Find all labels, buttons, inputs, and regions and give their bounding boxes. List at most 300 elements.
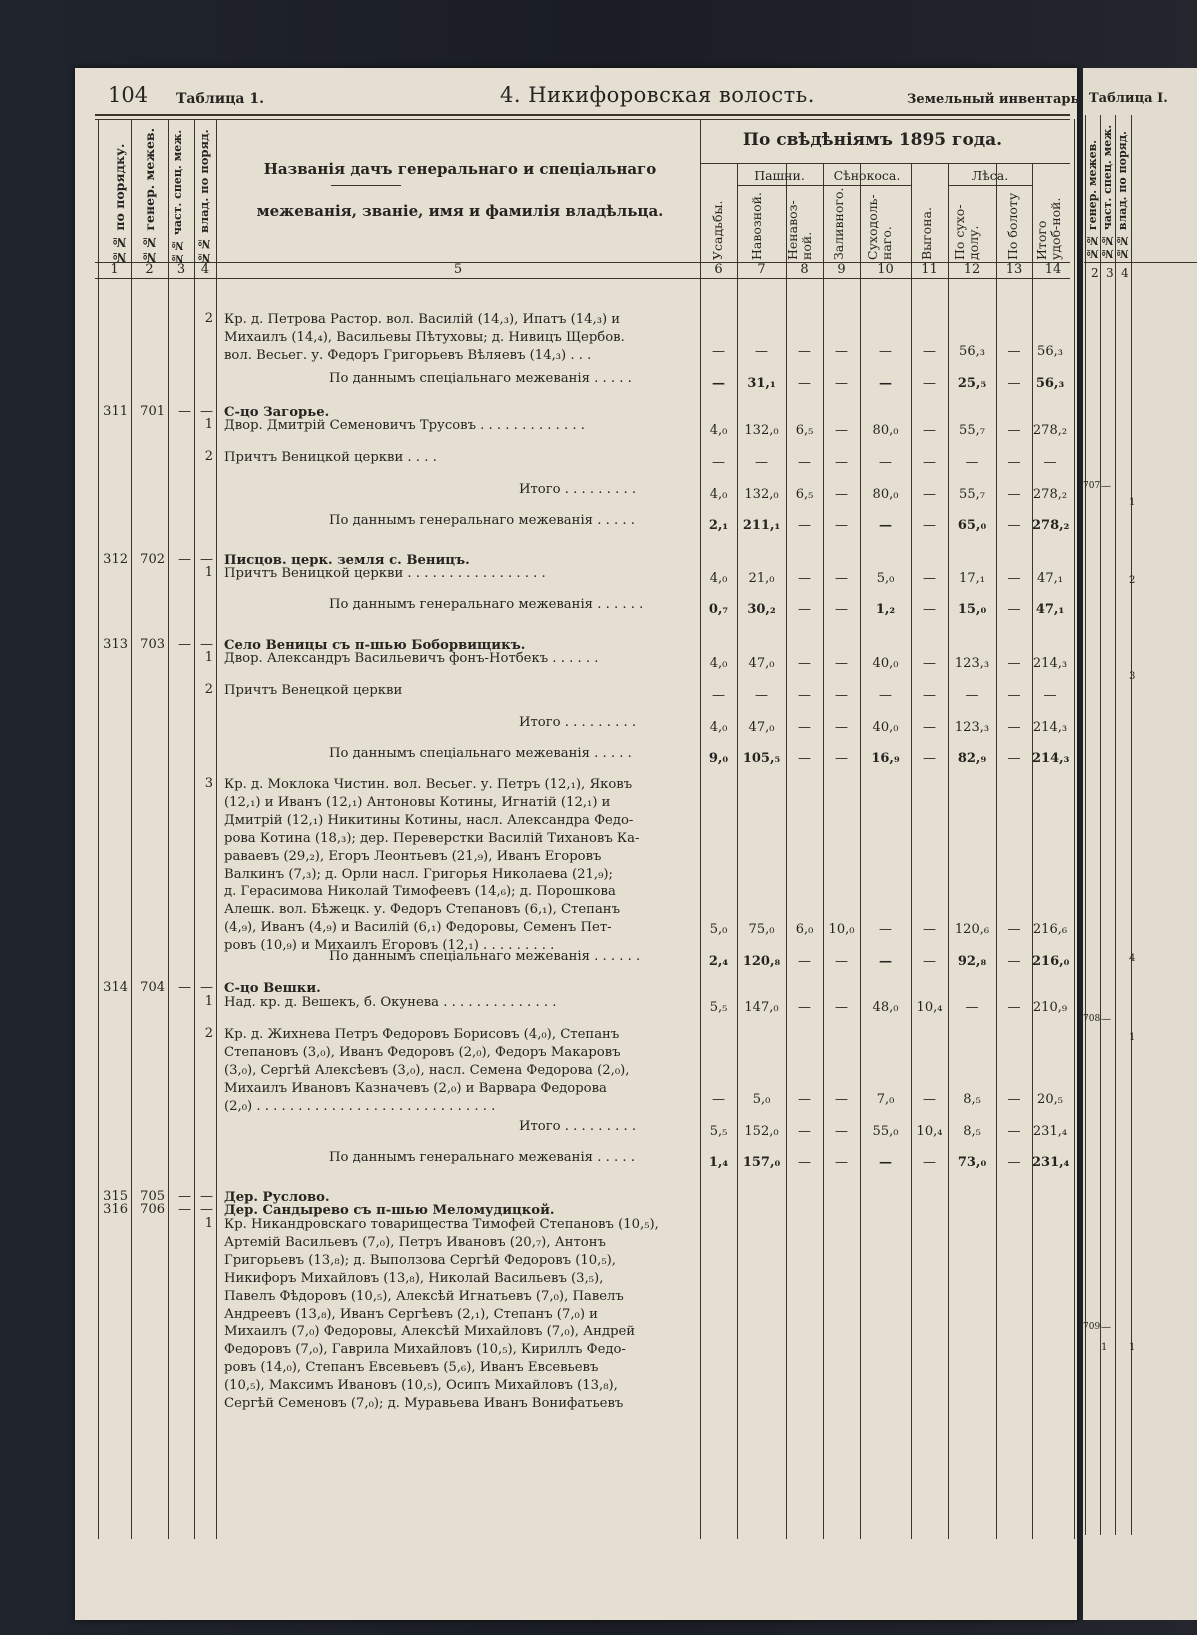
entry-text: Над. кр. д. Вешекъ, б. Окунева . . . . . . . . . . . . . . [224,995,557,1010]
entry-text: Степановъ (3,₀), Иванъ Федоровъ (2,₀), Федоръ Макаровъ [224,1044,621,1060]
entry-text: Дер. Руслово. [224,1190,330,1205]
value-cell: 6,₅ [795,423,814,438]
value-cell: — [923,1092,936,1107]
entry-text: ровъ (14,₀), Степанъ Евсевьевъ (5,₆), Иванъ Евсевьевъ [224,1360,599,1376]
value-cell: — [1007,688,1021,703]
entry-text: раваевъ (29,₂), Егоръ Леонтьевъ (21,₉), Иванъ Егоровъ [224,848,602,864]
column-number: 5 [453,262,463,277]
value-cell: — [1043,455,1057,470]
column-number: 14 [1044,262,1062,277]
value-cell: 211,₁ [742,518,781,533]
facing-col-label: №№ част. спец. меж. [1101,124,1114,260]
column-number: 1 [110,262,119,277]
value-cell: — [965,455,979,470]
value-cell: — [835,954,848,969]
value-cell: 0,₇ [708,602,729,617]
column-rule [194,119,195,1539]
row-c2: 706 [140,1202,165,1217]
value-cell: 4,₀ [709,423,728,438]
facing-entry: 1 [1101,1342,1108,1353]
value-cell: 147,₀ [744,1000,779,1015]
value-cell: — [798,954,811,969]
row-c3: — [178,1202,191,1217]
column-rule [996,163,997,1539]
row-c4: 1 [204,417,213,432]
column-number: 12 [963,262,981,277]
value-cell: — [712,1092,725,1107]
row-c1: 313 [103,637,128,652]
value-cell: — [798,720,811,735]
value-cell: — [755,344,768,359]
value-cell: 65,₀ [957,518,987,533]
value-cell: — [835,487,848,502]
value-cell: 16,₉ [871,751,900,766]
value-cell: — [798,1000,811,1015]
value-cell: 80,₀ [872,487,899,502]
facing-col-label: №№ влад. по поряд. [1116,131,1129,260]
col-8-label: Ненавоз-ной. [785,200,814,260]
col-14-label: Итого удоб-ной. [1034,197,1063,260]
row-c2: 705 [140,1189,165,1204]
value-cell: — [879,922,892,937]
value-cell: — [712,455,725,470]
facing-entry: — [1101,1014,1111,1025]
column-rule [1032,163,1033,1539]
value-cell: — [923,688,936,703]
column-rule [911,163,912,1539]
entry-text: Григорьевъ (13,₈); д. Выползова Сергѣй Федоровъ (10,₅), [224,1252,616,1268]
entry-text: По даннымъ генеральнаго межеванія . . . . . . [329,597,644,612]
value-cell: 92,₈ [957,954,987,969]
entry-text: Итого . . . . . . . . . [519,1119,637,1134]
value-cell: — [923,602,936,617]
value-cell: 56,₃ [959,344,985,359]
column-rule [860,163,861,1539]
value-cell: — [1007,423,1021,438]
value-cell: 5,₀ [709,922,728,937]
row-c3: — [178,552,191,567]
entry-text: Павелъ Фѣдоровъ (10,₅), Алексѣй Игнатьевъ (7,₀), Павелъ [224,1288,624,1304]
value-cell: 15,₀ [957,602,987,617]
value-cell: — [1007,518,1021,533]
entry-text: рова Котина (18,₃); дер. Переверстки Василій Тихановъ Ка- [224,830,640,846]
value-cell: — [923,656,936,671]
value-cell: — [923,376,936,391]
facing-col-number: 3 [1106,266,1114,280]
entry-text: Валкинъ (7,₃); д. Орли насл. Григорья Николаева (21,₉); [224,866,613,882]
value-cell: 55,₇ [959,423,985,438]
group-title: По свѣдѣніямъ 1895 года. [742,130,1003,150]
value-cell: — [798,751,811,766]
entry-text: По даннымъ спеціальнаго межеванія . . . . . [329,746,632,761]
value-cell: 31,₁ [747,376,776,391]
entry-text: Алешк. вол. Бѣжецк. у. Федоръ Степановъ (6,₁), Степанъ [224,902,620,918]
value-cell: 152,₀ [744,1124,779,1139]
value-cell: 8,₅ [963,1124,981,1139]
value-cell: — [835,376,848,391]
row-c4: 1 [204,565,213,580]
header-rule-thin [95,119,1070,120]
value-cell: — [879,688,892,703]
row-c1: 314 [103,980,128,995]
value-cell: — [798,571,811,586]
row-c1: 312 [103,552,128,567]
value-cell: 5,₀ [752,1092,771,1107]
value-cell: 4,₀ [709,720,728,735]
entry-text: Дер. Сандырево съ п-шью Меломудицкой. [224,1203,555,1218]
group-rule [700,163,1070,164]
value-cell: — [879,518,892,533]
value-cell: — [835,1092,848,1107]
facing-rule [1084,262,1197,263]
value-cell: — [1043,688,1057,703]
value-cell: 47,₀ [748,656,775,671]
column-rule [700,119,701,1539]
value-cell: — [1007,1155,1021,1170]
entry-text: Артемій Васильевъ (7,₀), Петръ Ивановъ (20,₇), Антонъ [224,1234,606,1250]
value-cell: 278,₂ [1032,423,1068,438]
value-cell: 132,₀ [744,487,779,502]
column-number: 11 [921,262,938,277]
value-cell: — [879,954,892,969]
col-5-label-line1: Названія дачъ генеральнаго и спеціальнаго [263,160,657,178]
column-number: 9 [837,262,846,277]
value-cell: 7,₀ [876,1092,895,1107]
value-cell: — [755,688,768,703]
entry-text: д. Герасимова Николай Тимофеевъ (14,₆); д. Порошкова [224,884,616,900]
senokosa-label: Сѣнокоса. [833,168,901,183]
value-cell: 123,₃ [954,656,990,671]
row-c1: 315 [103,1189,128,1204]
column-rule [786,163,787,1539]
value-cell: — [798,344,811,359]
value-cell: — [835,1155,848,1170]
value-cell: 216,₀ [1032,954,1070,969]
value-cell: — [798,518,811,533]
col-11-label: Выгона. [919,207,934,260]
row-c3: — [178,637,191,652]
value-cell: 75,₀ [748,922,775,937]
value-cell: 10,₄ [916,1000,943,1015]
facing-entry: 1 [1129,1342,1136,1353]
value-cell: 214,₃ [1032,751,1070,766]
value-cell: — [798,1092,811,1107]
facing-entry: 708 [1083,1014,1101,1024]
entry-text: Михаилъ (14,₄), Васильевы Пѣтуховы; д. Нивицъ Щербов. [224,329,625,345]
value-cell: — [1007,487,1021,502]
row-c4: 1 [204,994,213,1009]
value-cell: — [712,344,725,359]
value-cell: — [923,344,936,359]
row-c2: 704 [140,980,165,995]
row-c4: 2 [204,311,213,326]
entry-text: По даннымъ спеціальнаго межеванія . . . . . [329,371,632,386]
column-rule [131,119,132,1539]
value-cell: — [835,602,848,617]
col-9-label: Заливного. [831,187,846,260]
column-number: 13 [1005,262,1023,277]
column-rule [948,163,949,1539]
value-cell: 47,₁ [1037,571,1063,586]
entry-text: Кр. Никандровскаго товарищества Тимофей Степановъ (10,₅), [224,1217,659,1232]
entry-text: Кр. д. Петрова Растор. вол. Василій (14,₃), Ипатъ (14,₃) и [224,312,621,327]
value-cell: 40,₀ [872,720,899,735]
entry-text: Федоровъ (7,₀), Гаврила Михайловъ (10,₅), Кириллъ Федо- [224,1342,626,1358]
value-cell: 231,₄ [1032,1124,1068,1139]
facing-entry: 2 [1129,575,1136,586]
entry-text: (2,₀) . . . . . . . . . . . . . . . . . . . . . . . . . . . . . [224,1098,496,1114]
entry-text: Причтъ Венецкой церкви [224,683,403,698]
entry-text: Причтъ Веницкой церкви . . . . . . . . . . . . . . . . . [224,566,546,581]
col-2-label: №№ генер. межев. [142,128,157,265]
value-cell: — [923,751,936,766]
column-rule [737,163,738,1539]
facing-table-label: Таблица I. [1089,91,1168,106]
inventory-label: Земельный инвентарь [907,92,1080,107]
value-cell: — [1007,376,1021,391]
value-cell: — [755,455,768,470]
value-cell: — [923,954,936,969]
value-cell: 80,₀ [872,423,899,438]
facing-entry: 4 [1129,953,1136,964]
row-c1: 316 [103,1202,128,1217]
value-cell: — [835,423,848,438]
entry-text: (10,₅), Максимъ Ивановъ (10,₅), Осипъ Михайловъ (13,₈), [224,1378,618,1394]
value-cell: — [835,720,848,735]
entry-text: вол. Весьег. у. Федоръ Григорьевъ Вѣляевъ (14,₃) . . . [224,347,592,363]
facing-entry: 1 [1129,1032,1136,1043]
facing-col-label: №№ генер. межев. [1086,139,1099,260]
value-cell: — [1007,1124,1021,1139]
value-cell: 157,₀ [742,1155,781,1170]
value-cell: 231,₄ [1032,1155,1070,1170]
value-cell: 48,₀ [872,1000,899,1015]
value-cell: — [835,656,848,671]
value-cell: 4,₀ [709,571,728,586]
value-cell: 30,₂ [747,602,776,617]
value-cell: 21,₀ [748,571,775,586]
value-cell: 120,₈ [742,954,781,969]
value-cell: 4,₀ [709,656,728,671]
value-cell: 278,₂ [1032,487,1068,502]
column-number: 8 [800,262,809,277]
row-c4: 2 [204,449,213,464]
facing-entry: 3 [1129,671,1136,682]
value-cell: — [835,1000,848,1015]
value-cell: — [923,720,936,735]
column-number: 3 [176,262,186,277]
lesa-rule [948,185,1032,186]
value-cell: — [1007,1000,1021,1015]
entry-text: Причтъ Веницкой церкви . . . . [224,450,437,465]
col-3-label: №№ част. спец. меж. [171,129,184,265]
entry-text: (3,₀), Сергѣй Алексѣевъ (3,₀), насл. Семена Федорова (2,₀), [224,1062,630,1078]
value-cell: — [712,688,725,703]
value-cell: — [1007,1092,1021,1107]
entry-text: Михаилъ Ивановъ Казначевъ (2,₀) и Варвара Федорова [224,1080,607,1096]
facing-entry: 1 [1129,497,1136,508]
entry-text: С-цо Загорье. [224,405,330,420]
row-c4: — [200,1189,213,1204]
entry-text: Андреевъ (13,₈), Иванъ Сергѣевъ (2,₁), Степанъ (7,₀) и [224,1306,598,1322]
value-cell: 278,₂ [1032,518,1070,533]
value-cell: 6,₅ [795,487,814,502]
value-cell: — [835,518,848,533]
value-cell: — [923,423,936,438]
row-c4: 3 [204,776,213,791]
value-cell: 4,₀ [709,487,728,502]
value-cell: — [879,376,892,391]
entry-text: Кр. д. Жихнева Петръ Федоровъ Борисовъ (4,₀), Степанъ [224,1027,620,1042]
entry-text: По даннымъ генеральнаго межеванія . . . . . [329,1150,635,1165]
col-7-label: Навозной. [749,192,764,260]
row-c4: 1 [204,1216,213,1231]
value-cell: 1,₄ [708,1155,729,1170]
value-cell: — [798,455,811,470]
value-cell: 47,₀ [748,720,775,735]
value-cell: — [1007,344,1021,359]
col-6-label: Усадьбы. [710,200,725,260]
numbers-rule [95,278,1070,279]
value-cell: — [923,571,936,586]
value-cell: — [798,602,811,617]
value-cell: — [965,688,979,703]
value-cell: — [835,751,848,766]
entry-text: По даннымъ генеральнаго межеванія . . . . . [329,513,635,528]
col-5-label-line2: межеванія, званіе, имя и фамилія владѣльца. [256,202,664,220]
header-rule-top [95,114,1070,116]
col-4-label: №№ влад. по поряд. [197,129,211,265]
value-cell: 40,₀ [872,656,899,671]
column-number: 7 [757,262,766,277]
value-cell: 120,₆ [954,922,990,937]
value-cell: 73,₀ [957,1155,987,1170]
value-cell: 56,₃ [1035,376,1065,391]
value-cell: 9,₀ [708,751,729,766]
entry-text: ровъ (10,₉) и Михаилъ Егоровъ (12,₁) . . . . . . . . . [224,938,555,954]
value-cell: 5,₅ [709,1000,728,1015]
value-cell: — [1007,751,1021,766]
pashni-label: Пашни. [754,168,805,183]
value-cell: — [835,688,848,703]
column-number: 2 [145,262,154,277]
facing-rule [1131,115,1132,1535]
value-cell: — [1007,602,1021,617]
value-cell: 10,₄ [916,1124,943,1139]
col-1-label: №№ по порядку. [112,143,127,265]
value-cell: 214,₃ [1032,720,1068,735]
value-cell: — [879,455,892,470]
row-c2: 703 [140,637,165,652]
value-cell: 210,₉ [1032,1000,1068,1015]
page-title: 4. Никифоровская волость. [500,83,815,107]
value-cell: 8,₅ [963,1092,981,1107]
entry-text: Село Веницы съ п-шью Боборвищикъ. [224,638,526,653]
value-cell: 47,₁ [1035,602,1065,617]
table-label: Таблица 1. [176,91,264,107]
column-number: 6 [714,262,723,277]
pashni-rule [737,185,823,186]
facing-entry: 707 [1083,481,1101,491]
value-cell: — [923,922,936,937]
value-cell: — [798,688,811,703]
value-cell: 132,₀ [744,423,779,438]
col-12-label: По сухо-долу. [952,204,981,260]
value-cell: — [1007,571,1021,586]
value-cell: — [798,1155,811,1170]
row-c3: — [178,404,191,419]
column-rule [1074,119,1075,1539]
value-cell: — [835,1124,848,1139]
value-cell: — [879,344,892,359]
value-cell: 216,₆ [1032,922,1068,937]
value-cell: 56,₃ [1037,344,1063,359]
value-cell: — [798,376,811,391]
value-cell: 25,₅ [957,376,987,391]
column-rule [823,163,824,1539]
entry-text: С-цо Вешки. [224,981,321,996]
entry-text: Никифоръ Михайловъ (13,₈), Николай Васильевъ (3,₅), [224,1270,604,1286]
value-cell: — [879,1155,892,1170]
column-number: 10 [877,262,894,277]
entry-text: (12,₁) и Иванъ (12,₁) Антоновы Котины, Игнатій (12,₁) и [224,794,611,810]
entry-text: Двор. Александръ Васильевичъ фонъ-Нотбекъ . . . . . . [224,651,599,666]
value-cell: 105,₅ [742,751,781,766]
value-cell: 5,₀ [876,571,895,586]
value-cell: — [923,487,936,502]
entry-text: По даннымъ спеціальнаго межеванія . . . . . . [329,949,641,964]
value-cell: 55,₀ [872,1124,899,1139]
facing-entry: 709 [1083,1322,1101,1332]
value-cell: 5,₅ [709,1124,728,1139]
senokosa-rule [823,185,911,186]
facing-entry: — [1101,481,1111,492]
entry-text: Михаилъ (7,₀) Федоровы, Алексѣй Михайловъ (7,₀), Андрей [224,1324,636,1340]
value-cell: — [923,455,936,470]
row-c4: — [200,637,213,652]
value-cell: — [1007,922,1021,937]
value-cell: — [1007,656,1021,671]
value-cell: 10,₀ [828,922,855,937]
col-10-label: Суходоль-наго. [865,194,894,260]
lesa-label: Лѣса. [971,168,1009,183]
value-cell: 123,₃ [954,720,990,735]
row-c2: 701 [140,404,165,419]
value-cell: 6,₀ [795,922,814,937]
value-cell: 214,₃ [1032,656,1068,671]
entry-text: Писцов. церк. земля с. Веницъ. [224,553,470,568]
facing-entry: — [1101,1322,1111,1333]
facing-col-number: 2 [1091,266,1099,280]
value-cell: — [923,518,936,533]
entry-text: Дмитрій (12,₁) Никитины Котины, насл. Александра Федо- [224,812,634,828]
col-13-label: По болоту [1005,192,1020,260]
value-cell: 2,₁ [708,518,729,533]
row-c3: — [178,1189,191,1204]
column-rule [216,119,217,1539]
page-number: 104 [108,83,149,107]
value-cell: — [835,455,848,470]
value-cell: — [923,1155,936,1170]
row-c4: — [200,980,213,995]
value-cell: — [965,1000,979,1015]
column-rule [98,119,99,1539]
value-cell: — [835,344,848,359]
value-cell: — [798,1124,811,1139]
column-number: 4 [200,262,210,277]
entry-text: Итого . . . . . . . . . [519,482,637,497]
value-cell: 1,₂ [875,602,896,617]
